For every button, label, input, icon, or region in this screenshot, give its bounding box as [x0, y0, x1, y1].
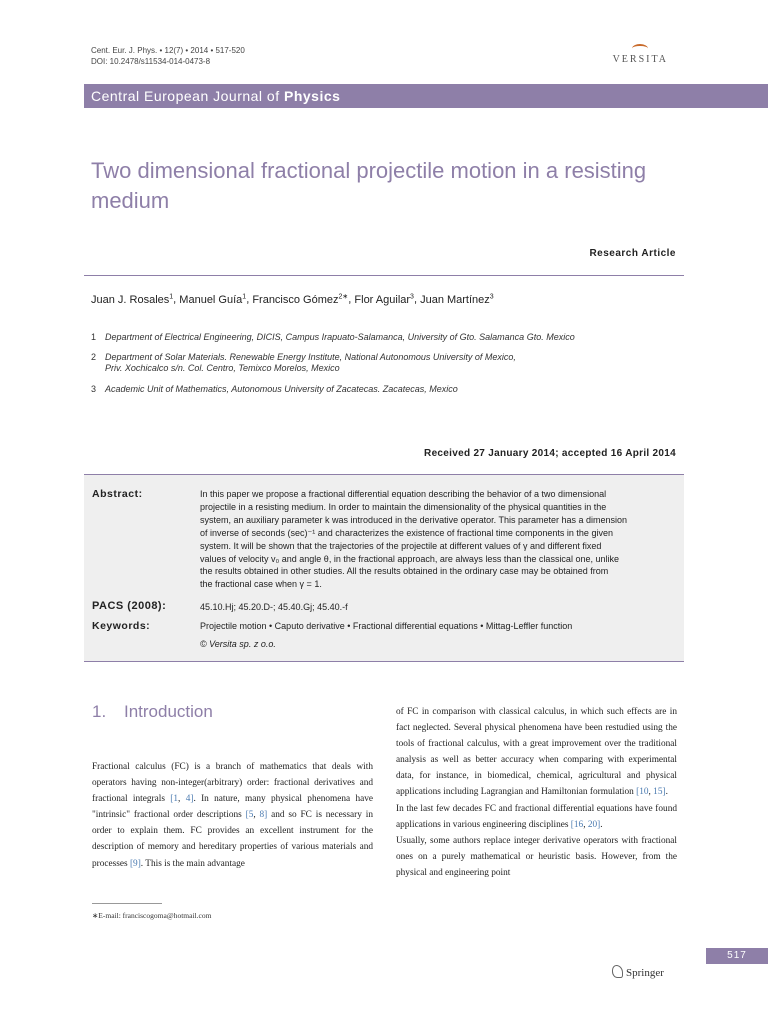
author: Flor Aguilar$^3$	[354, 293, 414, 306]
journal-name	[91, 88, 340, 104]
author-list: Juan J. Rosales$^1$, Manuel Guía$^1$, Francisco Gómez$^{2∗}$, Flor Aguilar$^3$, Juan Martínez$^3$	[91, 293, 494, 306]
section-title: Introduction	[124, 702, 213, 721]
abstract-label: Abstract:	[92, 488, 143, 500]
abstract-line: In this paper we propose a fractional differential equation describing the behavior of a two dimensional	[200, 489, 607, 499]
header-divider	[84, 275, 684, 276]
body-text: Fractional calculus (FC) is a branch of mathematics that deals with operators having non-integer(arbitrary) order: fractional derivatives and fractional integrals	[92, 762, 373, 805]
citation-link[interactable]: [9]	[129, 858, 141, 869]
springer-name: Springer	[626, 967, 664, 979]
abstract-line: projectile in a resisting medium. In order to maintain the dimensionality of the physical quantities in the	[200, 501, 607, 512]
intro-right-column	[396, 704, 677, 881]
journal-subject: Physics	[284, 88, 341, 104]
article-title: Two dimensional fractional projectile motion in a resisting medium	[91, 158, 647, 213]
springer-logo	[612, 965, 664, 979]
springer-horse-icon	[612, 965, 623, 978]
citation-link[interactable]: 4]	[185, 794, 194, 805]
body-text: .	[665, 787, 668, 798]
citation-link[interactable]: [16	[570, 819, 584, 830]
received-dates: Received 27 January 2014; accepted 16 April 2014	[424, 448, 676, 459]
journal-prefix: Central European Journal of	[91, 88, 284, 104]
keywords-label: Keywords:	[92, 620, 151, 632]
copyright: © Versita sp. z o.o.	[200, 639, 276, 649]
citation: Cent. Eur. J. Phys. • 12(7) • 2014 • 517-520	[91, 46, 245, 55]
journal-band	[84, 84, 768, 108]
body-text: ,	[178, 794, 186, 805]
section-number: 1.	[92, 702, 107, 721]
body-text: Usually, some authors replace integer derivative operators with fractional ones on a purely mathematical or heuristic basis. However, from the physical and engineering point	[396, 835, 677, 878]
versita-logo-icon	[632, 44, 648, 53]
keywords-values: Projectile motion • Caputo derivative • Fractional differential equations • Mittag-Leffler function	[200, 621, 573, 631]
affiliation: 1 Department of Electrical Engineering, DICIS, Campus Irapuato-Salamanca, University of Gto. Salamanca Gto. Mexico	[91, 332, 575, 342]
author: Juan Martínez$^3$	[420, 293, 494, 306]
abstract-line: system, an auxiliary parameter k was introduced in the derivative operator. This parameter has a dimension	[200, 514, 628, 525]
author: Juan J. Rosales$^1$	[91, 293, 174, 306]
body-text: ,	[583, 819, 588, 830]
body-text: . In nature, many physical phenomena have "intrinsic" fractional order descriptions	[92, 794, 374, 821]
publisher-logo	[613, 44, 668, 65]
body-text: . This is the main advantage	[140, 858, 245, 869]
body-text: of FC in comparison with classical calculus, in which such effects are in fact neglected. Several physical phenomena have been restudied using the tools of fractional calculus, with a great improvement over the traditional analysis as well as better accuracy when comparing with experimental data, for instance, in biomedical, chemical, agricultural and physical applications including Lagrangian and Hamiltonian formulation	[396, 707, 677, 798]
abstract-line: of inverse of seconds (sec)⁻¹ and characterizes the existence of fractional time components in the given	[200, 527, 613, 538]
affiliation: 2 Department of Solar Materials. Renewable Energy Institute, National Autonomous University of Mexico, Priv. Xochicalco s/n. Col. Centro, Temixco Morelos, Mexico	[91, 352, 516, 373]
author: Francisco Gómez$^{2∗}$	[252, 293, 349, 306]
footnote: ∗E-mail: franciscogoma@hotmail.com	[92, 911, 212, 920]
body-text: .	[600, 819, 603, 830]
citation-link[interactable]: [1	[170, 794, 179, 805]
pacs-label: PACS (2008):	[92, 600, 167, 612]
intro-left-column	[92, 759, 373, 872]
citation-link[interactable]: 20]	[587, 819, 601, 830]
citation-link[interactable]: 15]	[653, 787, 666, 798]
pacs-values: 45.10.Hj; 45.20.D-; 45.40.Gj; 45.40.-f	[200, 602, 348, 612]
citation-link[interactable]: 8]	[259, 810, 268, 821]
body-text: ,	[253, 810, 260, 821]
footnote-divider	[92, 903, 162, 904]
abstract-line: system. It will be shown that the trajectories of the projectile at different values of γ and different fixed	[200, 540, 602, 551]
article-type: Research Article	[589, 248, 676, 259]
body-text: In the last few decades FC and fractional differential equations have found applications in various engineering disciplines	[396, 803, 677, 830]
abstract-text	[200, 488, 678, 591]
header-meta	[91, 45, 245, 67]
page-number: 517	[706, 948, 768, 964]
citation-link[interactable]: [10	[636, 787, 649, 798]
affiliation: 3 Academic Unit of Mathematics, Autonomous University of Zacatecas. Zacatecas, Mexico	[91, 384, 458, 394]
body-text: ,	[648, 787, 654, 798]
citation-link[interactable]: [5	[245, 810, 254, 821]
abstract-line: the results obtained in other studies. All the results obtained in the ordinary case may be obtained from	[200, 566, 609, 577]
abstract-line: values of velocity v₀ and angle θ, in the fractional approach, are always less than the classical one, unlike	[200, 553, 619, 564]
author: Manuel Guía$^1$	[179, 293, 247, 306]
publisher-name: VERSITA	[612, 54, 668, 65]
abstract-line: the fractional case when γ = 1.	[200, 579, 322, 590]
doi: DOI: 10.2478/s11534-014-0473-8	[91, 57, 211, 66]
section-heading	[92, 702, 213, 722]
body-text: and so FC is necessary in order to explain them. FC provides an excellent instrument for the description of memory and hereditary properties of various materials and processes	[92, 810, 373, 869]
